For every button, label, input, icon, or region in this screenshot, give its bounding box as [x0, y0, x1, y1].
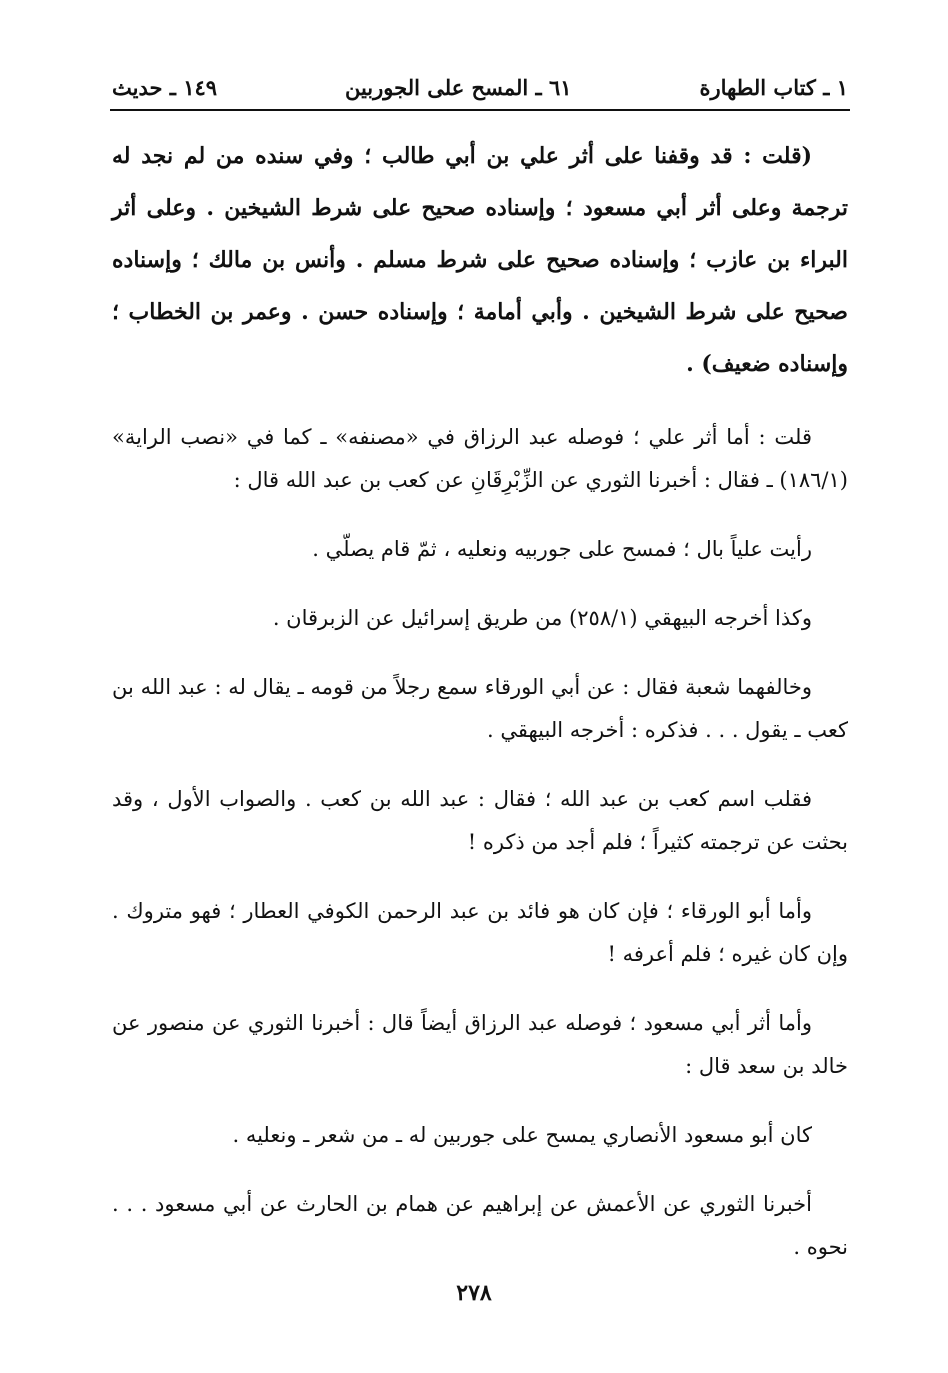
header-chapter: ٦١ ـ المسح على الجوربين — [344, 74, 572, 100]
quoted-narration: كان أبو مسعود الأنصاري يمسح على جوربين له ـ من شعر ـ ونعليه . — [232, 1123, 812, 1147]
text-paragraph: وكذا أخرجه البيهقي (٢٥٨/١) من طريق إسرائيل عن الزبرقان . — [272, 606, 812, 630]
text-paragraph: فقلب اسم كعب بن عبد الله ؛ فقال : عبد الله بن كعب . والصواب الأول ، وقد بحثت عن ترجمته كثيراً ؛ فلم أجد من ذكره ! — [112, 787, 848, 854]
text-paragraph: أخبرنا الثوري عن الأعمش عن إبراهيم عن همام بن الحارث عن أبي مسعود . . . نحوه . — [112, 1192, 848, 1259]
header-section: ١ ـ كتاب الطهارة — [699, 74, 848, 100]
editor-note-paragraph: (قلت : قد وقفنا على أثر علي بن أبي طالب ؛ وفي سنده من لم نجد له ترجمة وعلى أثر أبي مسعود ؛ وإسناده صحيح على شرط الشيخين . وعلى أثر البراء بن عازب ؛ وإسناده صحيح على شرط مسلم . وأنس بن مالك ؛ وإسناده صحيح على شرط الشيخين . وأبي أمامة ؛ وإسناده حسن . وعمر بن الخطاب ؛ وإسناده ضعيف) . — [112, 143, 848, 377]
page-body — [112, 130, 848, 1269]
header-hadith: ١٤٩ ـ حديث — [112, 74, 218, 100]
page-number: ٢٧٨ — [456, 1280, 492, 1306]
text-paragraph: وأما أبو الورقاء ؛ فإن كان هو فائد بن عبد الرحمن الكوفي العطار ؛ فهو متروك . وإن كان غيره ؛ فلم أعرفه ! — [112, 899, 848, 966]
header-rule — [110, 109, 850, 111]
running-header — [112, 70, 848, 104]
quoted-narration: رأيت علياً بال ؛ فمسح على جوربيه ونعليه ، ثمّ قام يصلّي . — [312, 537, 812, 561]
text-paragraph: وأما أثر أبي مسعود ؛ فوصله عبد الرزاق أيضاً قال : أخبرنا الثوري عن منصور عن خالد بن سعد قال : — [112, 1011, 848, 1078]
text-paragraph: قلت : أما أثر علي ؛ فوصله عبد الرزاق في «مصنفه» ـ كما في «نصب الراية» (١٨٦/١) ـ فقال : أخبرنا الثوري عن الزِّبْرِقَانِ عن كعب بن عبد الله قال : — [112, 425, 848, 492]
text-paragraph: وخالفهما شعبة فقال : عن أبي الورقاء سمع رجلاً من قومه ـ يقال له : عبد الله بن كعب ـ يقول . . . فذكره : أخرجه البيهقي . — [112, 675, 848, 742]
